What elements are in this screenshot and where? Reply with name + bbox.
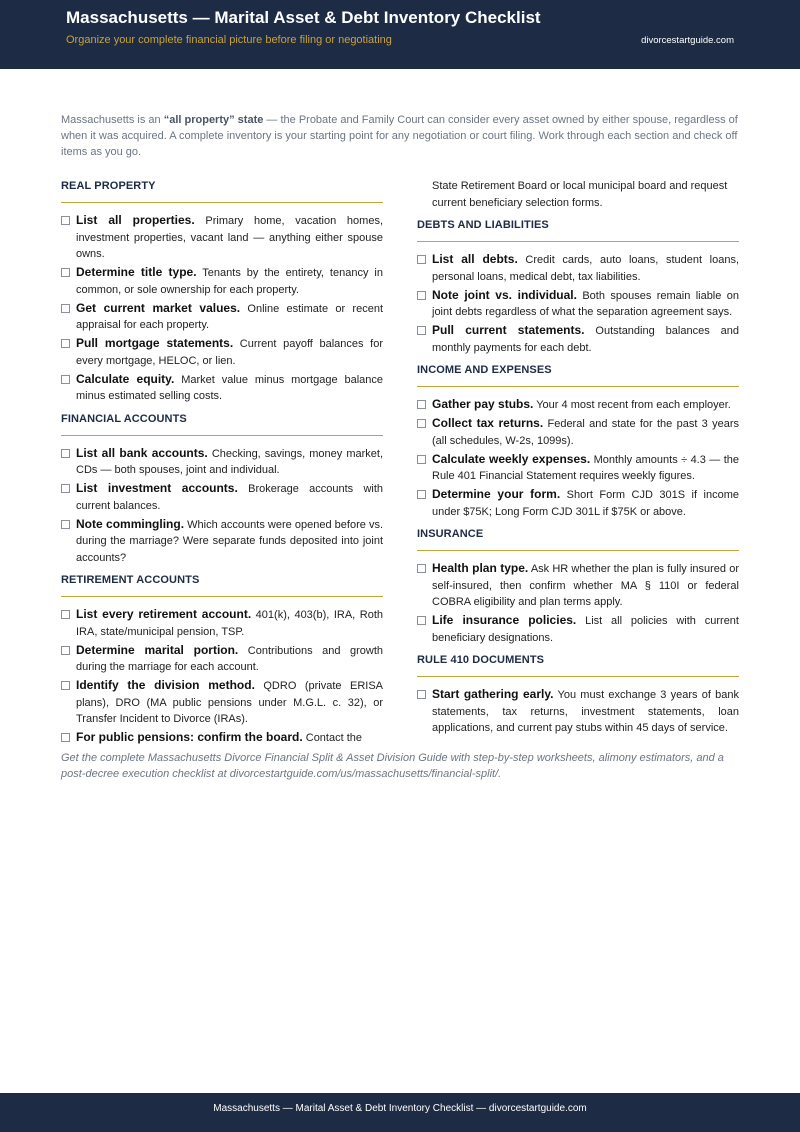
item-term: Life insurance policies.: [432, 613, 577, 627]
item-text: Federal and state for the past 3 years (all schedules, W-2s, 1099s).: [432, 418, 739, 447]
checklist-item: [61, 371, 383, 405]
checkbox[interactable]: [417, 400, 426, 409]
checkbox[interactable]: [417, 326, 426, 335]
closing-note: Get the complete Massachusetts Divorce Financial Split & Asset Division Guide with step-by-step worksheets, alimony estimators, and a post-decree execution checklist at divorcestartguide.com/us/massachusetts/financial-split/.: [61, 752, 724, 780]
checklist-item: [61, 606, 383, 640]
item-text: QDRO (private ERISA plans), DRO (MA public pensions under M.G.L. c. 32), or Transfer Incident to Divorce (IRAs).: [76, 680, 383, 725]
item-term: Identify the division method.: [76, 678, 255, 692]
item-text: Which accounts were opened before vs. during the marriage? Were separate funds deposited into joint accounts?: [76, 518, 383, 564]
item-text: You must exchange 3 years of bank statements, tax returns, investment statements, loan applications, and current pay stubs within 45 days of service.: [432, 689, 739, 734]
checklist-item: [417, 415, 739, 449]
checklist-item: [417, 396, 739, 414]
item-text: Market value minus mortgage balance minus estimated selling costs.: [76, 373, 383, 402]
site-name: divorcestartguide.com: [641, 35, 734, 46]
section-rule-410: [417, 652, 739, 737]
item-term: List investment accounts.: [76, 481, 238, 495]
section-heading: REAL PROPERTY: [61, 178, 383, 203]
item-text: Ask HR whether the plan is fully insured or self-insured, then confirm whether MA § 110I or federal COBRA eligibility and plan terms apply.: [432, 563, 739, 608]
item-term: Gather pay stubs.: [432, 397, 534, 411]
item-text: Current payoff balances for every mortgage, HELOC, or lien.: [76, 338, 383, 367]
checkbox[interactable]: [61, 520, 70, 529]
item-term: List all debts.: [432, 252, 518, 266]
checkbox[interactable]: [61, 681, 70, 690]
left-column: [61, 178, 383, 753]
checklist-item: [61, 335, 383, 369]
checkbox[interactable]: [61, 733, 70, 742]
item-text: Outstanding balances and monthly payments for each debt.: [432, 325, 739, 354]
section-heading: INCOME AND EXPENSES: [417, 362, 739, 387]
section-heading: DEBTS AND LIABILITIES: [417, 217, 739, 242]
checkbox[interactable]: [61, 304, 70, 313]
checkbox[interactable]: [61, 484, 70, 493]
item-term: Calculate equity.: [76, 371, 175, 386]
item-term: Pull current statements.: [432, 323, 585, 337]
item-term: Note commingling.: [76, 516, 185, 531]
checkbox[interactable]: [417, 690, 426, 699]
item-term: Note joint vs. individual.: [432, 287, 577, 302]
item-text: Both spouses remain liable on joint debts regardless of what the separation agreement says.: [432, 289, 739, 318]
checkbox[interactable]: [417, 616, 426, 625]
intro-paragraph: [61, 112, 740, 160]
item-term: Collect tax returns.: [432, 416, 544, 430]
intro-after: — the Probate and Family Court can consider every asset owned by either spouse, regardless of when it was acquired. A complete inventory is your starting point for any negotiation or court filing. Work through each section and check off items as you go.: [61, 114, 738, 158]
checklist-item: [417, 612, 739, 646]
section-heading: FINANCIAL ACCOUNTS: [61, 411, 383, 436]
header-banner: [0, 0, 800, 69]
checklist-item: [417, 451, 739, 485]
checkbox[interactable]: [61, 216, 70, 225]
checklist-item: [61, 300, 383, 334]
checklist-item: [417, 322, 739, 356]
section-heading: RULE 410 DOCUMENTS: [417, 652, 739, 677]
item-text: Short Form CJD 301S if income under $75K; Long Form CJD 301L if $75K or above.: [432, 489, 739, 518]
checkbox[interactable]: [61, 646, 70, 655]
checklist-item: [61, 445, 383, 479]
checkbox[interactable]: [417, 455, 426, 464]
item-text: Monthly amounts ÷ 4.3 — the Rule 401 Financial Statement requires weekly figures.: [432, 453, 739, 482]
item-term: List all bank accounts.: [76, 445, 208, 460]
checklist-item: [61, 642, 383, 676]
section-retirement-accounts: [61, 572, 383, 747]
checklist-item: [61, 480, 383, 514]
checklist-item: [417, 251, 739, 285]
checklist-item: [61, 212, 383, 263]
checklist-item: [61, 516, 383, 567]
item-term: For public pensions: confirm the board.: [76, 730, 303, 744]
item-text: Contact the: [302, 732, 363, 744]
checkbox[interactable]: [61, 339, 70, 348]
checkbox[interactable]: [61, 268, 70, 277]
item-text: List all policies with current beneficiary designations.: [432, 615, 739, 644]
page-title: Massachusetts — Marital Asset & Debt Inventory Checklist: [66, 8, 541, 27]
intro-bold: “all property” state: [163, 114, 264, 126]
item-term: Determine title type.: [76, 265, 197, 279]
item-text: Online estimate or recent appraisal for each property.: [76, 302, 383, 331]
section-heading: INSURANCE: [417, 526, 739, 551]
footer-text: Massachusetts — Marital Asset & Debt Inventory Checklist — divorcestartguide.com: [213, 1103, 587, 1114]
item-text: Contributions and growth during the marriage for each account.: [76, 644, 383, 673]
item-term: Calculate weekly expenses.: [432, 451, 591, 466]
checkbox[interactable]: [417, 255, 426, 264]
section-income-expenses: [417, 362, 739, 520]
checkbox[interactable]: [417, 490, 426, 499]
item-term: Pull mortgage statements.: [76, 336, 234, 350]
item-term: Determine your form.: [432, 487, 561, 501]
checklist-item: [61, 264, 383, 298]
item-text: Primary home, vacation homes, investment properties, vacant land — anything either spouse owns.: [76, 215, 384, 260]
item-text: Your 4 most recent from each employer.: [533, 399, 731, 411]
checklist-item: [417, 486, 739, 520]
item-text: Brokerage accounts with current balances.: [76, 483, 384, 512]
checkbox[interactable]: [417, 291, 426, 300]
intro-before: Massachusetts is an: [61, 114, 164, 126]
item-text: 401(k), 403(b), IRA, Roth IRA, state/municipal pension, TSP.: [76, 609, 383, 638]
checkbox[interactable]: [61, 449, 70, 458]
section-real-property: [61, 178, 383, 405]
item-term: Get current market values.: [76, 300, 241, 315]
checklist-item: [417, 560, 739, 611]
checklist-item: [61, 677, 383, 728]
page-subtitle: Organize your complete financial picture before filing or negotiating: [66, 34, 392, 46]
section-financial-accounts: [61, 411, 383, 567]
item-text: Tenants by the entirety, tenancy in common, or sole ownership for each property.: [76, 267, 383, 296]
item-text: Credit cards, auto loans, student loans, personal loans, medical debt, tax liabilities.: [432, 254, 739, 283]
checkbox[interactable]: [61, 610, 70, 619]
checkbox[interactable]: [417, 564, 426, 573]
item-term: List every retirement account.: [76, 607, 252, 621]
checklist-item: [61, 729, 383, 747]
item-term: Start gathering early.: [432, 687, 554, 701]
right-column: [417, 178, 739, 743]
section-insurance: [417, 526, 739, 646]
section-debts: [417, 217, 739, 356]
item-text: Checking, savings, money market, CDs — both spouses, joint and individual.: [76, 447, 383, 476]
checkbox[interactable]: [61, 375, 70, 384]
checklist-item: [417, 287, 739, 321]
checkbox[interactable]: [417, 419, 426, 428]
retirement-continuation: State Retirement Board or local municipal board and request current beneficiary selection forms.: [432, 180, 728, 209]
item-term: List all properties.: [76, 213, 195, 227]
item-term: Health plan type.: [432, 561, 529, 575]
item-term: Determine marital portion.: [76, 642, 239, 657]
checklist-item: [417, 686, 739, 737]
footer-bar: [0, 1093, 800, 1132]
section-heading: RETIREMENT ACCOUNTS: [61, 572, 383, 597]
